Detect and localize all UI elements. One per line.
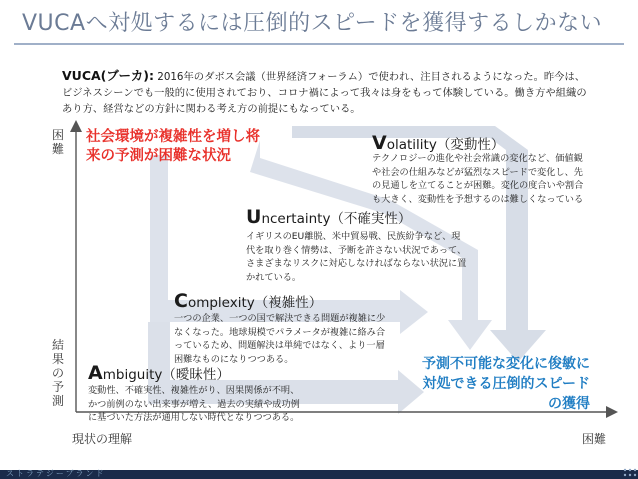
page-title: VUCAへ対処するには圧倒的スピードを獲得するしかない (22, 11, 603, 36)
intro-text: 2016年のダボス会議（世界経済フォーラム）で使われ、注目されるようになった。昨今は、ビジネスシーンでも一般的に使用されており、コロナ禍によって我々は身をもって体験している。働き方や組織のあり方、経営などの方針に関わる考え方の前提にもなっている。 (62, 71, 587, 115)
x-axis-right-label: 困難 (582, 432, 607, 446)
ambiguity-title: mbiguity（曖昧性） (102, 367, 230, 383)
uncertainty-description: イギリスのEU離脱、米中貿易戦、民族紛争など、現代を取り巻く情勢は、予断を許さない状況であって、さまざまなリスクに対応しなければならない状況に置かれている。 (246, 231, 467, 283)
volatility-description: テクノロジーの進化や社会常識の変化など、価値観や社会の仕組みなどが猛烈なスピードで変化し、先の見通しを立てることが困難。変化の度合いや割合も大きく、変動性を予想するのは難しくなっている (372, 153, 584, 205)
x-axis-left-label: 現状の理解 (72, 432, 133, 446)
uncertainty-title: ncertainty（不確実性） (261, 211, 412, 227)
complexity-description: 一つの企業、一つの国で解決できる問題が複雑に少なくなった。地球規模でパラメータが複雑に絡み合っているため、問題解決は単純ではなく、より一層困難なものになりつつある。 (174, 313, 386, 365)
footer-logo: ストラテジーブランド (6, 469, 106, 478)
complexity-heading (174, 290, 322, 312)
volatility-heading (372, 132, 504, 154)
y-axis-top-label: 困難 (51, 128, 64, 156)
ambiguity-description: 変動性、不確実性、複雑性がり、因果関係が不明、かつ前例のない出来事が増え、過去の実績や成功例に基づいた方法が通用しない時代となりつつある。 (88, 385, 300, 424)
problem-statement: 社会環境が複雑性を増し将来の予測が困難な状況 (86, 129, 260, 164)
x-axis-arrowhead (606, 406, 618, 418)
uncertainty-initial: U (246, 206, 262, 228)
footer-dots-icon (622, 467, 638, 479)
volatility-title: olatility（変動性） (386, 137, 505, 153)
solution-statement: 予測不可能な変化に俊敏に対処できる圧倒的スピードの獲得 (422, 356, 590, 412)
uncertainty-heading (246, 206, 411, 228)
ambiguity-heading (88, 362, 230, 384)
y-axis-bottom-label: 結果の予測 (51, 338, 64, 408)
y-axis-arrowhead (70, 120, 82, 132)
ambiguity-initial: A (88, 362, 103, 384)
volatility-initial: V (372, 132, 387, 154)
complexity-title: omplexity（複雑性） (187, 295, 323, 311)
complexity-initial: C (174, 290, 188, 312)
intro-term: VUCA(ブーカ): (62, 68, 154, 83)
